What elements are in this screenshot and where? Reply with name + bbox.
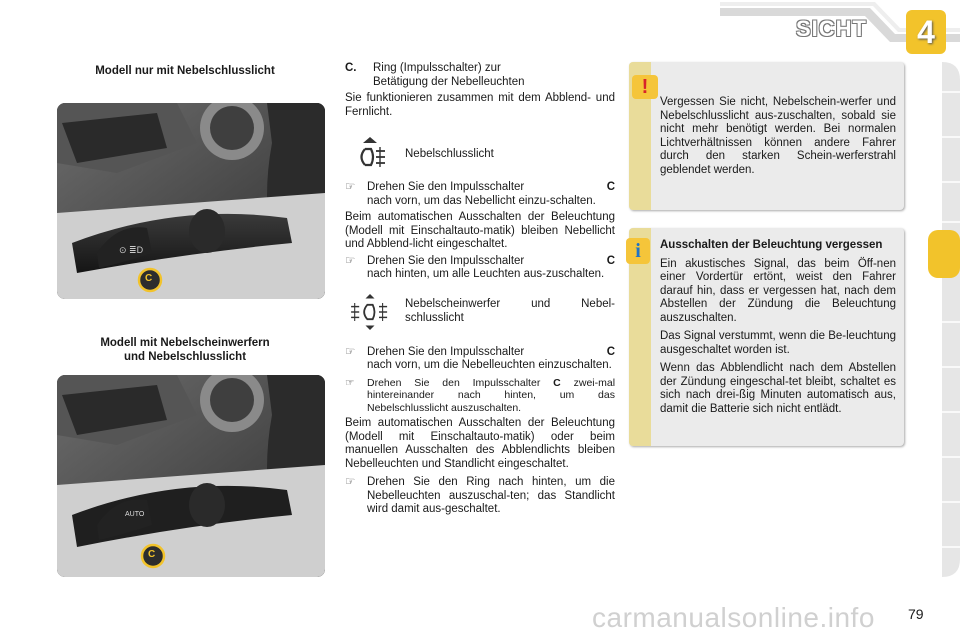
pointing-hand-icon: ☞ [345, 345, 356, 358]
info-paragraph-1: Ein akustisches Signal, das beim Öff-nen einer Vordertür ertönt, weist den Fahrer darauf hin, dass er vergessen hat, nach dem Abstellen der Zündung die Beleuchtung auszuschalten. [660, 257, 896, 324]
chapter-number-badge: 4 [906, 10, 946, 54]
stalk-label-auto: AUTO [125, 511, 145, 518]
rear-fog-label: Nebelschlusslicht [405, 148, 494, 161]
instruction-2: ☞ Drehen Sie den Impulsschalter C nach hinten, um alle Leuchten aus-zuschalten. [345, 254, 615, 280]
info-title: Ausschalten der Beleuchtung vergessen [660, 239, 883, 251]
photo-stalk-front-rear-fog [57, 375, 325, 577]
intro-paragraph: Sie funktionieren zusammen mit dem Abblend- und Fernlicht. [345, 92, 615, 118]
auto-off-paragraph-2: Beim automatischen Ausschalten der Beleuchtung (Modell mit Einschaltauto-matik) oder beim manuellen Ausschalten des Abblendlichts bleiben Nebelleuchten und Standlicht eingeschaltet. [345, 417, 615, 470]
front-rear-fog-row [345, 292, 615, 332]
c-text-line2: Betätigung der Nebelleuchten [373, 75, 525, 88]
section-heading-rear-fog: Modell nur mit Nebelschlusslicht [95, 65, 275, 77]
warning-exclamation-icon: ! [632, 75, 658, 99]
instruction-1: ☞ Drehen Sie den Impulsschalter C nach vorn, um das Nebellicht einzu-schalten. [345, 181, 615, 207]
instruction-3: ☞ Drehen Sie den Impulsschalter C nach vorn, um die Nebelleuchten einzuschalten. [345, 345, 615, 371]
middle-column [345, 62, 615, 517]
rear-fog-row [345, 137, 615, 173]
pointing-hand-icon: ☞ [345, 254, 356, 267]
svg-text:⊙ ≣D: ⊙ ≣D [119, 245, 144, 255]
section-heading-front-rear-fog: Modell mit Nebelscheinwerfern und Nebelschlusslicht [100, 337, 270, 363]
photo-label-c2: C [148, 549, 156, 560]
c-text-line1: Ring (Impulsschalter) zur [373, 62, 501, 74]
c-label: C. [345, 62, 357, 74]
photo-label-c: C [145, 273, 153, 284]
info-box [629, 228, 904, 446]
instruction-4: ☞ Drehen Sie den Impulsschalter C zwei-mal hintereinander nach hinten, um das Nebelschlusslicht auszuschalten. [345, 376, 616, 414]
chapter-tabs [928, 62, 960, 577]
page-number: 79 [908, 606, 924, 622]
chapter-title: SICHT [796, 16, 867, 41]
pointing-hand-icon: ☞ [345, 376, 355, 389]
info-paragraph-2: Das Signal verstummt, wenn die Be-leuchtung ausgeschaltet worden ist. [660, 330, 896, 356]
front-and-rear-fog-icon [345, 294, 395, 330]
photo-stalk-rear-fog [57, 103, 325, 299]
auto-off-paragraph-1: Beim automatischen Ausschalten der Beleuchtung (Modell mit Einschaltauto-matik) bleiben Nebellicht und Abblend-licht eingeschaltet. [345, 211, 615, 250]
warning-box [629, 62, 904, 210]
pointing-hand-icon: ☞ [345, 181, 356, 193]
rear-fog-light-icon [345, 137, 395, 173]
front-rear-fog-label: Nebelscheinwerfer und Nebel-schlusslicht [405, 298, 615, 324]
watermark: carmanualsonline.info [592, 602, 875, 633]
warning-text: Vergessen Sie nicht, Nebelschein-werfer und Nebelschlusslicht aus-zuschalten, sobald sie nicht mehr benötigt werden. Bei normalen Lichtverhältnissen können andere Fahrer durch den starken Schein-werferstrahl geblendet werden. [660, 96, 896, 176]
pointing-hand-icon: ☞ [345, 476, 356, 488]
info-paragraph-3: Wenn das Abblendlicht nach dem Abstellen der Zündung eingeschal-tet bleibt, schaltet es sich nach drei-ßig Minuten automatisch aus, damit die Batterie sich nicht entlädt. [660, 362, 896, 415]
c-definition [345, 62, 615, 89]
instruction-5: ☞ Drehen Sie den Ring nach hinten, um die Nebelleuchten auszuschal-ten; das Standlicht wird damit aus-geschaltet. [345, 476, 615, 515]
info-icon: i [626, 238, 650, 264]
